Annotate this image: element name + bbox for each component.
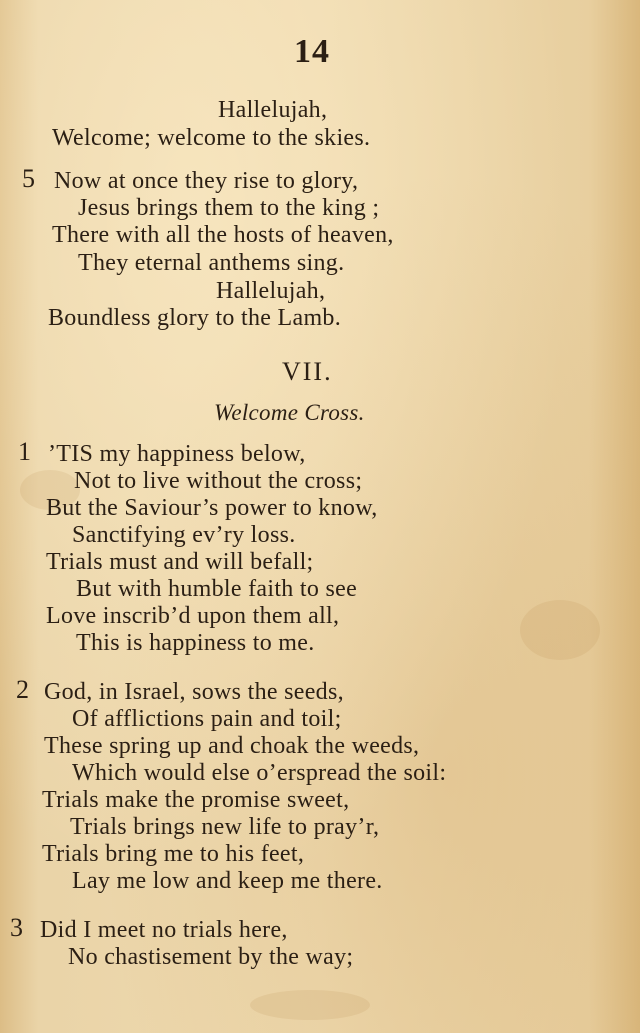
hymn-number: VII.	[282, 357, 333, 386]
verse-line: Sanctifying ev’ry loss.	[72, 522, 296, 548]
verse-line: Hallelujah,	[218, 97, 328, 123]
verse-line: Love inscrib’d upon them all,	[46, 603, 340, 629]
verse-line: Trials make the promise sweet,	[42, 787, 350, 813]
verse-line: Trials brings new life to pray’r,	[70, 814, 380, 840]
verse-line: Now at once they rise to glory,	[54, 168, 359, 194]
verse-line: These spring up and choak the weeds,	[44, 733, 420, 759]
stanza-number: 3	[10, 913, 23, 942]
verse-line: Of afflictions pain and toil;	[72, 706, 342, 732]
verse-line: Welcome; welcome to the skies.	[52, 125, 371, 151]
verse-line: Did I meet no trials here,	[40, 917, 288, 943]
stanza-number: 5	[22, 164, 35, 193]
paper-stain	[250, 990, 370, 1020]
verse-line: But the Saviour’s power to know,	[46, 495, 378, 521]
stanza-number: 2	[16, 675, 29, 704]
verse-line: God, in Israel, sows the seeds,	[44, 679, 344, 705]
verse-line: Not to live without the cross;	[74, 468, 363, 494]
verse-line: Jesus brings them to the king ;	[78, 195, 380, 221]
paper-stain	[520, 600, 600, 660]
verse-line: Which would else o’erspread the soil:	[72, 760, 447, 786]
hymn-title: Welcome Cross.	[214, 400, 365, 425]
page-number: 14	[294, 33, 330, 70]
verse-line: This is happiness to me.	[76, 630, 315, 656]
stanza-number: 1	[18, 437, 31, 466]
verse-line: There with all the hosts of heaven,	[52, 222, 394, 248]
verse-line: They eternal anthems sing.	[78, 250, 345, 276]
verse-line: Trials must and will befall;	[46, 549, 314, 575]
verse-line: Boundless glory to the Lamb.	[48, 305, 342, 331]
verse-line: But with humble faith to see	[76, 576, 358, 602]
verse-line: Hallelujah,	[216, 278, 326, 304]
verse-line: Lay me low and keep me there.	[72, 868, 383, 894]
verse-line: No chastisement by the way;	[68, 944, 354, 970]
verse-line: ’TIS my happiness below,	[48, 441, 306, 467]
verse-line: Trials bring me to his feet,	[42, 841, 305, 867]
